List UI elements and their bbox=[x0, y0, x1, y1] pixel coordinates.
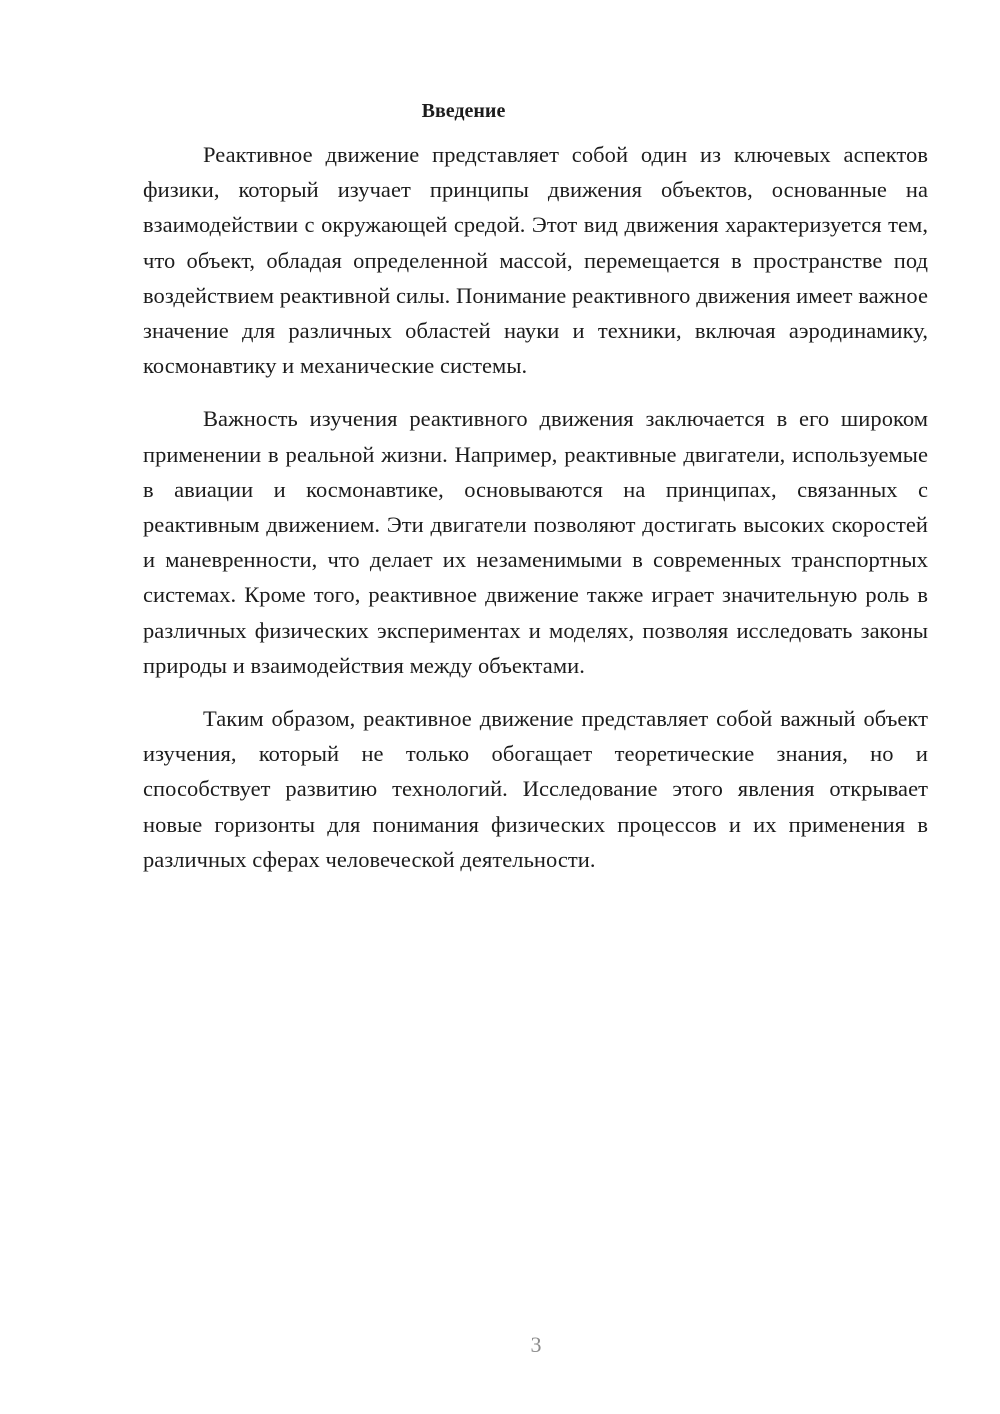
paragraph-3: Таким образом, реактивное движение представляет собой важный объект изучения, который не только обогащает теоретические знания, но и способствует развитию технологий. Исследование этого явления открывает новые горизонты для понимания физических процессов и их применения в различных сферах человеческой деятельности. bbox=[143, 706, 928, 872]
page-number: 3 bbox=[530, 1332, 542, 1357]
page-title-text: Введение bbox=[421, 100, 506, 122]
paragraph-1: Реактивное движение представляет собой один из ключевых аспектов физики, который изучает принципы движения объектов, основанные на взаимодействии с окружающей средой. Этот вид движения характеризуется тем, что объект, обладая определенной массой, перемещается в пространстве под воздействием реактивной силы. Понимание реактивного движения имеет важное значение для различных областей науки и техники, включая аэродинамику, космонавтику и механические системы. bbox=[143, 142, 928, 379]
page-title bbox=[71, 95, 856, 127]
page-content bbox=[143, 95, 928, 895]
paragraph-2: Важность изучения реактивного движения заключается в его широком применении в реальной жизни. Например, реактивные двигатели, используемые в авиации и космонавтике, основываются на принципах, связанных с реактивным движением. Эти двигатели позволяют достигать высоких скоростей и маневренности, что делает их незаменимыми в современных транспортных системах. Кроме того, реактивное движение также играет значительную роль в различных физических экспериментах и моделях, позволяя исследовать законы природы и взаимодействия между объектами. bbox=[143, 406, 928, 678]
